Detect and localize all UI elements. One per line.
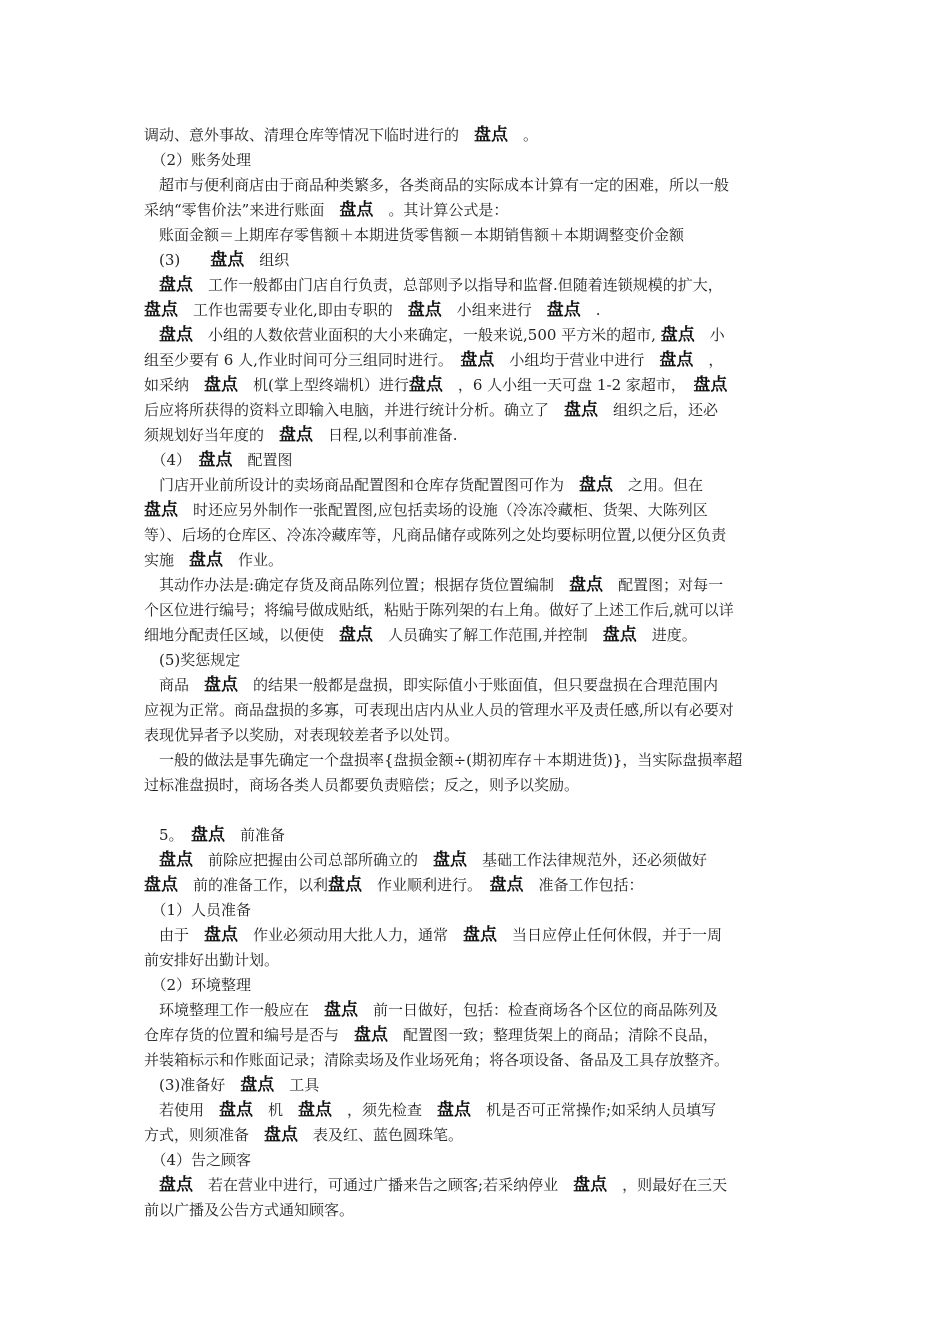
text-line: 细地分配责任区域，以便使 盘点 人员确实了解工作范围,并控制 盘点 进度。 — [144, 625, 697, 645]
text-line: 前以广播及公告方式通知顾客。 — [144, 1201, 355, 1219]
text-line: 盘点 前的准备工作，以利盘点 作业顺利进行。 盘点 准备工作包括： — [144, 875, 644, 895]
text-line: 并装箱标示和作账面记录；清除卖场及作业场死角；将各项设备、备品及工具存放整齐。 — [144, 1051, 730, 1069]
text-line: 须规划好当年度的 盘点 日程,以利事前准备. — [144, 425, 458, 445]
text-line: （1）人员准备 — [144, 901, 252, 919]
keyword-pandian: 盘点 — [144, 500, 178, 520]
text-line: 盘点 工作也需要专业化,即由专职的 盘点 小组来进行 盘点 . — [144, 300, 601, 320]
keyword-pandian: 盘点 — [407, 300, 442, 320]
keyword-pandian: 盘点 — [324, 1000, 359, 1020]
text-line: (5)奖惩规定 — [144, 651, 241, 669]
keyword-pandian: 盘点 — [693, 375, 728, 395]
keyword-pandian: 盘点 — [144, 300, 178, 320]
text-line: (3) 盘点 组织 — [144, 250, 290, 270]
text-line: 前安排好出勤计划。 — [144, 951, 280, 969]
text-line: 盘点 前除应把握由公司总部所确立的 盘点 基础工作法律规范外，还必须做好 — [159, 850, 708, 870]
keyword-pandian: 盘点 — [463, 925, 498, 945]
text-line: 超市与便利商店由于商品种类繁多，各类商品的实际成本计算有一定的困难，所以一般 — [144, 176, 730, 194]
text-line: （4） 盘点 配置图 — [144, 450, 293, 470]
text-line: 应视为正常。商品盘损的多寡，可表现出店内从业人员的管理水平及责任感,所以有必要对 — [144, 701, 734, 719]
keyword-pandian: 盘点 — [264, 1125, 299, 1145]
keyword-pandian: 盘点 — [189, 550, 224, 570]
text-line: 账面金额＝上期库存零售额＋本期进货零售额－本期销售额＋本期调整变价金额 — [144, 226, 685, 244]
keyword-pandian: 盘点 — [298, 1100, 333, 1120]
keyword-pandian: 盘点 — [159, 850, 194, 870]
text-line: 盘点 若在营业中进行，可通过广播来告之顾客;若采纳停业 盘点 ，则最好在三天 — [159, 1175, 728, 1195]
text-line: 采纳“零售价法”来进行账面 盘点 。其计算公式是： — [144, 200, 509, 220]
text-line: （4）告之顾客 — [144, 1151, 252, 1169]
keyword-pandian: 盘点 — [474, 125, 509, 145]
keyword-pandian: 盘点 — [328, 875, 363, 895]
keyword-pandian: 盘点 — [240, 1075, 275, 1095]
keyword-pandian: 盘点 — [660, 325, 695, 345]
keyword-pandian: 盘点 — [159, 325, 194, 345]
keyword-pandian: 盘点 — [437, 1100, 472, 1120]
keyword-pandian: 盘点 — [144, 875, 178, 895]
keyword-pandian: 盘点 — [408, 375, 443, 395]
text-line: 一般的做法是事先确定一个盘损率{盘损金额÷(期初库存＋本期进货)}，当实际盘损率超 — [144, 751, 743, 769]
text-line: （2）环境整理 — [144, 976, 252, 994]
keyword-pandian: 盘点 — [159, 1175, 194, 1195]
text-line: 如采纳 盘点 机(掌上型终端机）进行盘点 ，6 人小组一天可盘 1-2 家超市， 盘点 — [144, 375, 728, 395]
keyword-pandian: 盘点 — [602, 625, 637, 645]
text-line: 商品 盘点 的结果一般都是盘损，即实际值小于账面值，但只要盘损在合理范围内 — [144, 675, 719, 695]
text-line: 方式，则须准备 盘点 表及红、蓝色圆珠笔。 — [144, 1125, 464, 1145]
text-line: 环境整理工作一般应在 盘点 前一日做好，包括：检查商场各个区位的商品陈列及 — [144, 1000, 719, 1020]
keyword-pandian: 盘点 — [569, 575, 604, 595]
text-line: 门店开业前所设计的卖场商品配置图和仓库存货配置图可作为 盘点 之用。但在 — [144, 475, 704, 495]
document-body — [144, 123, 816, 1223]
keyword-pandian: 盘点 — [489, 875, 524, 895]
keyword-pandian: 盘点 — [219, 1100, 254, 1120]
keyword-pandian: 盘点 — [659, 350, 694, 370]
text-line: 表现优异者予以奖励，对表现较差者予以处罚。 — [144, 726, 460, 744]
text-line: 其动作办法是:确定存货及商品陈列位置；根据存货位置编制 盘点 配置图；对每一 — [144, 575, 724, 595]
text-line: 实施 盘点 作业。 — [144, 550, 284, 570]
text-line: 组至少要有 6 人,作业时间可分三组同时进行。 盘点 小组均于营业中进行 盘点 ， — [144, 350, 724, 370]
keyword-pandian: 盘点 — [460, 350, 495, 370]
keyword-pandian: 盘点 — [564, 400, 599, 420]
text-line: 盘点 工作一般都由门店自行负责，总部则予以指导和监督.但随着连锁规模的扩大， — [159, 275, 723, 295]
keyword-pandian: 盘点 — [279, 425, 314, 445]
text-line: 后应将所获得的资料立即输入电脑，并进行统计分析。确立了 盘点 组织之后，还必 — [144, 400, 719, 420]
keyword-pandian: 盘点 — [339, 200, 374, 220]
keyword-pandian: 盘点 — [579, 475, 614, 495]
text-line: 个区位进行编号；将编号做成贴纸，粘贴于陈列架的右上角。做好了上述工作后,就可以详 — [144, 601, 734, 619]
keyword-pandian: 盘点 — [204, 925, 239, 945]
text-line: 调动、意外事故、清理仓库等情况下临时进行的 盘点 。 — [144, 125, 539, 145]
keyword-pandian: 盘点 — [339, 625, 374, 645]
keyword-pandian: 盘点 — [573, 1175, 608, 1195]
text-line: 盘点 小组的人数依营业面积的大小来确定，一般来说,500 平方米的超市, 盘点 小 — [159, 325, 725, 345]
text-line: （2）账务处理 — [144, 151, 252, 169]
text-line — [144, 798, 816, 823]
keyword-pandian: 盘点 — [191, 825, 226, 845]
keyword-pandian: 盘点 — [198, 450, 233, 470]
keyword-pandian: 盘点 — [210, 250, 245, 270]
text-line: 仓库存货的位置和编号是否与 盘点 配置图一致；整理货架上的商品；清除不良品， — [144, 1025, 719, 1045]
keyword-pandian: 盘点 — [204, 375, 239, 395]
keyword-pandian: 盘点 — [159, 275, 194, 295]
keyword-pandian: 盘点 — [204, 675, 239, 695]
keyword-pandian: 盘点 — [354, 1025, 389, 1045]
text-line: 等）、后场的仓库区、冷冻冷藏库等，凡商品储存或陈列之处均要标明位置,以便分区负责 — [144, 526, 727, 544]
text-line: 盘点 时还应另外制作一张配置图,应包括卖场的设施（冷冻冷藏柜、货架、大陈列区 — [144, 500, 708, 520]
text-line: 5。 盘点 前准备 — [144, 825, 286, 845]
keyword-pandian: 盘点 — [433, 850, 468, 870]
keyword-pandian: 盘点 — [546, 300, 581, 320]
text-line: 若使用 盘点 机 盘点 ，须先检查 盘点 机是否可正常操作;如采纳人员填写 — [144, 1100, 717, 1120]
text-line: 过标准盘损时，商场各类人员都要负责赔偿；反之，则予以奖励。 — [144, 776, 580, 794]
text-line: 由于 盘点 作业必须动用大批人力，通常 盘点 当日应停止任何休假，并于一周 — [144, 925, 723, 945]
text-line: (3)准备好 盘点 工具 — [144, 1075, 320, 1095]
